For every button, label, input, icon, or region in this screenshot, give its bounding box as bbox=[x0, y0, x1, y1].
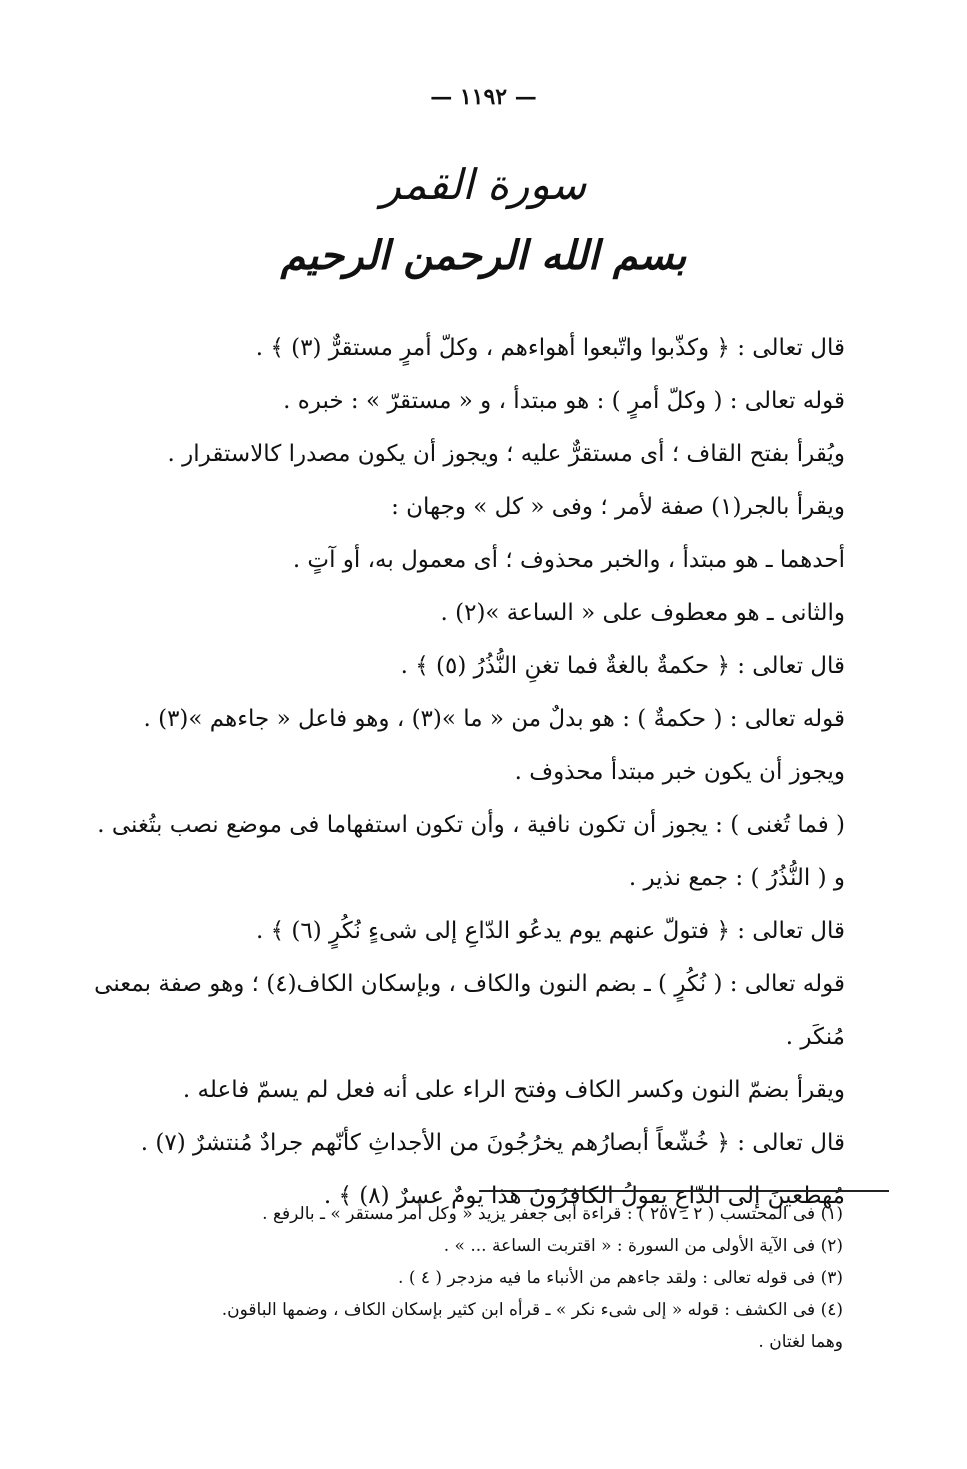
text-line: والثانى ـ هو معطوف على « الساعة »(٢) . bbox=[440, 600, 845, 626]
footnote-divider bbox=[479, 1190, 889, 1192]
footnote: (٤) فى الكشف : قوله « إلى شىء نكر » ـ قرأه ابن كثير بإسكان الكاف ، وضمها الباقون. bbox=[221, 1300, 843, 1320]
footnote: (١) فى المحتسب ( ٢ ـ ٢٥٧ ) : قراءة أبى جعفر يزيد « وكل أمر مستقر » ـ بالرفع . bbox=[262, 1204, 843, 1224]
footnote: (٣) فى قوله تعالى : ولقد جاءهم من الأنباء ما فيه مزدجر ( ٤ ) . bbox=[398, 1268, 843, 1288]
text-line: مُهطعينَ إلى الدّاعِ يقولُ الكافرُونَ هذا يومٌ عسرٌ (٨) ﴾ . bbox=[323, 1183, 845, 1209]
text-line: قوله تعالى : ( حكمةٌ ) : هو بدلٌ من « ما »(٣) ، وهو فاعل « جاءهم »(٣) . bbox=[143, 706, 845, 732]
text-line: ويقرأ بضمّ النون وكسر الكاف وفتح الراء على أنه فعل لم يسمّ فاعله . bbox=[182, 1077, 845, 1103]
text-line: قوله تعالى : ( وكلّ أمرٍ ) : هو مبتدأ ، و « مستقرّ » : خبره . bbox=[283, 388, 845, 414]
text-line: و ( النُّذُرُ ) : جمع نذير . bbox=[628, 865, 845, 891]
page-number: — ١١٩٢ — bbox=[430, 84, 537, 110]
text-line: قال تعالى : ﴿ حكمةٌ بالغةٌ فما تغنِ النُّذُرُ (٥) ﴾ . bbox=[400, 653, 845, 679]
text-line: ويقرأ بالجر(١) صفة لأمر ؛ وفى « كل » وجهان : bbox=[391, 494, 845, 520]
text-line: قال تعالى : ﴿ فتولّ عنهم يوم يدعُو الدّاعِ إلى شىءٍ نُكُرٍ (٦) ﴾ . bbox=[256, 918, 845, 944]
text-line: ( فما تُغنى ) : يجوز أن تكون نافية ، وأن تكون استفهاما فى موضع نصب بتُغنى . bbox=[97, 812, 845, 838]
surah-title: سورة القمر bbox=[380, 160, 587, 209]
text-line: أحدهما ـ هو مبتدأ ، والخبر محذوف ؛ أى معمول به، أو آتٍ . bbox=[292, 547, 845, 573]
text-line: قوله تعالى : ( نُكُرٍ ) ـ بضم النون والكاف ، وبإسكان الكاف(٤) ؛ وهو صفة بمعنى bbox=[94, 971, 845, 997]
footnote: وهما لغتان . bbox=[758, 1332, 843, 1352]
footnotes bbox=[93, 1198, 843, 1358]
text-line: قال تعالى : ﴿ خُشّعاً أبصارُهم يخرُجُونَ من الأجداثِ كأنّهم جرادٌ مُنتشرٌ (٧) . bbox=[140, 1130, 845, 1156]
basmala: بسم الله الرحمن الرحيم bbox=[280, 232, 687, 279]
text-line: ويجوز أن يكون خبر مبتدأ محذوف . bbox=[514, 759, 845, 785]
main-text bbox=[94, 322, 845, 1223]
footnote: (٢) فى الآية الأولى من السورة : « اقتربت الساعة ... » . bbox=[443, 1236, 843, 1256]
text-line: ويُقرأ بفتح القاف ؛ أى مستقرٌّ عليه ؛ ويجوز أن يكون مصدرا كالاستقرار . bbox=[167, 441, 845, 467]
text-line: قال تعالى : ﴿ وكذّبوا واتّبعوا أهواءهم ، وكلّ أمرٍ مستقرٌّ (٣) ﴾ . bbox=[255, 335, 845, 361]
text-line: مُنكَر . bbox=[785, 1024, 845, 1050]
